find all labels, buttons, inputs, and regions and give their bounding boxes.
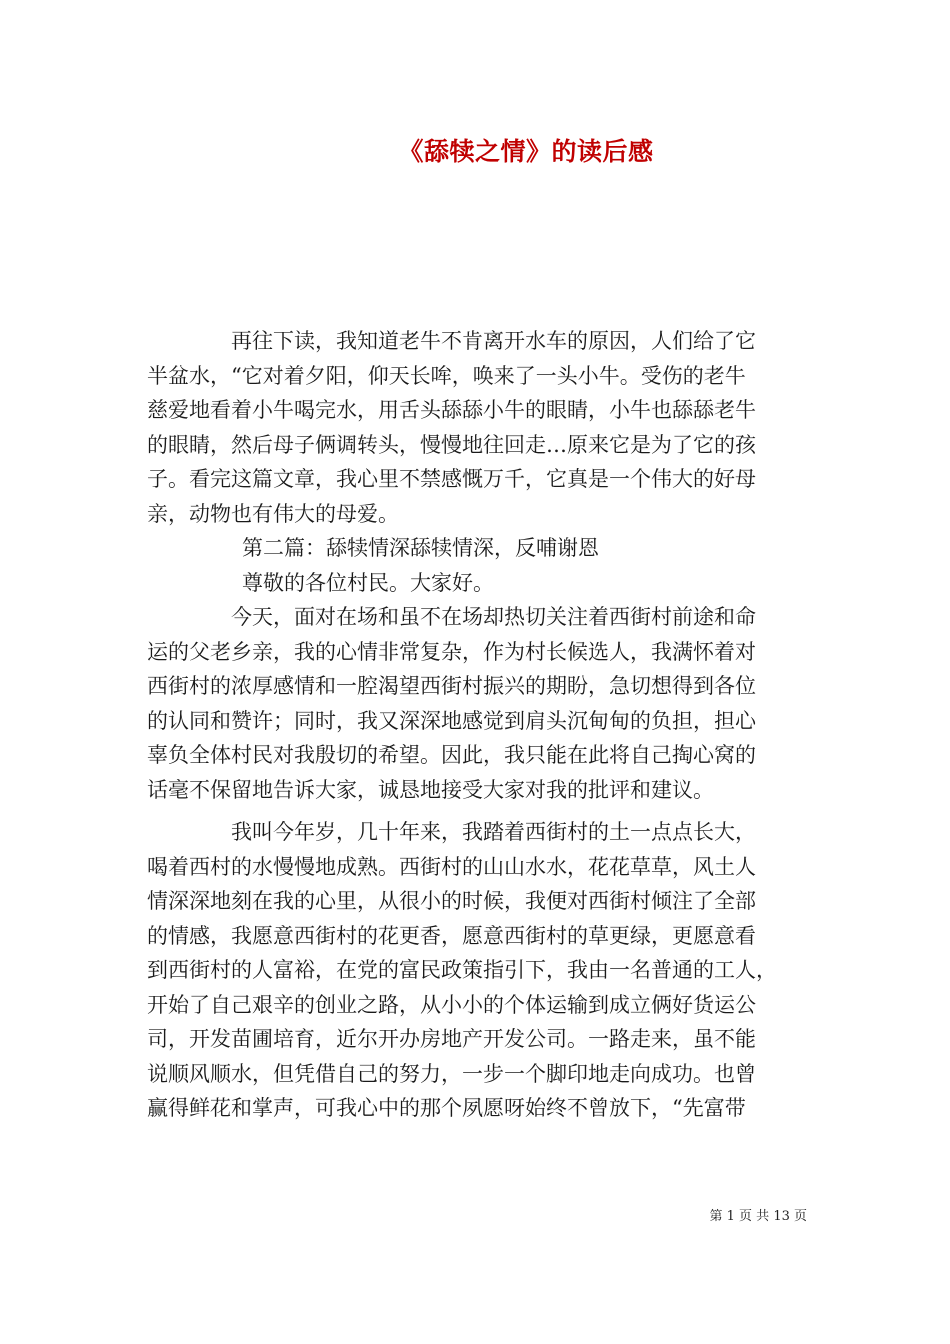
paragraph-line: 的眼睛，然后母子俩调转头，慢慢地往回走…原来它是为了它的孩: [147, 432, 756, 457]
paragraph-line: 我叫今年岁，几十年来，我踏着西街村的土一点点长大，: [231, 820, 756, 844]
paragraph-line: 西街村的浓厚感情和一腔渴望西街村振兴的期盼，急切想得到各位: [147, 674, 756, 698]
paragraph-line: 慈爱地看着小牛喝完水，用舌头舔舔小牛的眼睛，小牛也舔舔老牛: [147, 398, 756, 422]
paragraph-line: 半盆水，“它对着夕阳，仰天长哞，唤来了一头小牛。受伤的老牛: [147, 363, 746, 388]
paragraph-line: 子。看完这篇文章，我心里不禁感慨万千，它真是一个伟大的好母: [147, 467, 756, 491]
paragraph-line: 亲，动物也有伟大的母爱。: [147, 501, 399, 526]
paragraph-line: 话毫不保留地告诉大家，诚恳地接受大家对我的批评和建议。: [147, 777, 714, 802]
page-footer: 第 1 页 共 13 页: [709, 1209, 807, 1224]
paragraph-line: 运的父老乡亲，我的心情非常复杂，作为村长候选人，我满怀着对: [147, 639, 756, 664]
paragraph-line: 的认同和赞许；同时，我又深深地感觉到肩头沉甸甸的负担，担心: [147, 708, 756, 733]
section-heading: 第二篇：舔犊情深舔犊情深，反哺谢恩: [242, 536, 599, 560]
paragraph-line: 开始了自己艰辛的创业之路，从小小的个体运输到成立俩好货运公: [147, 992, 756, 1017]
paragraph-line: 再往下读，我知道老牛不肯离开水车的原因，人们给了它: [231, 329, 756, 353]
document-body: [147, 324, 807, 1126]
paragraph-line: 司，开发苗圃培育，近尔开办房地产开发公司。一路走来，虽不能: [147, 1027, 756, 1051]
paragraph-line: 的情感，我愿意西街村的花更香，愿意西街村的草更绿，更愿意看: [147, 923, 756, 948]
paragraph-line: 到西街村的人富裕，在党的富民政策指引下，我由一名普通的工人，: [147, 958, 777, 982]
paragraph-gap: [147, 807, 807, 815]
paragraph-line: 说顺风顺水，但凭借自己的努力，一步一个脚印地走向成功。也曾: [147, 1061, 756, 1086]
paragraph-line: 情深深地刻在我的心里，从很小的时候，我便对西街村倾注了全部: [147, 889, 756, 913]
paragraph-line: 辜负全体村民对我殷切的希望。因此，我只能在此将自己掏心窝的: [147, 743, 756, 767]
paragraph-line: 喝着西村的水慢慢地成熟。西街村的山山水水，花花草草，风土人: [147, 854, 756, 879]
greeting-line: 尊敬的各位村民。大家好。: [242, 570, 494, 595]
paragraph-line: 今天，面对在场和虽不在场却热切关注着西街村前途和命: [231, 605, 756, 629]
paragraph-line: 赢得鲜花和掌声，可我心中的那个夙愿呀始终不曾放下，“先富带: [147, 1096, 746, 1120]
document-title: 《舔犊之情》的读后感: [398, 137, 654, 166]
